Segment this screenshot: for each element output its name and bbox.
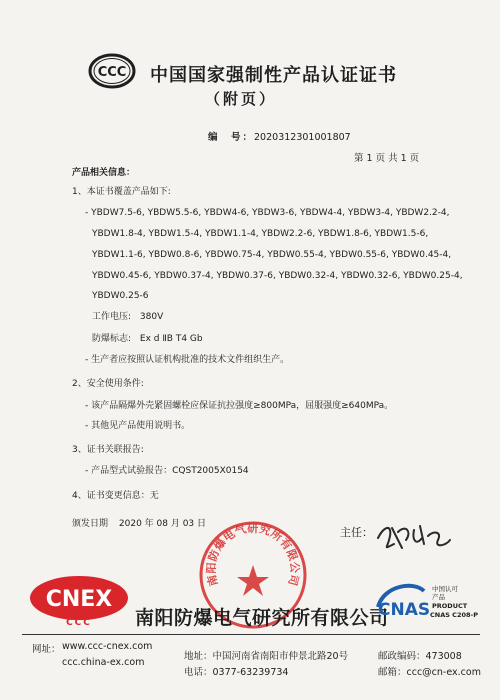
ex-marking-value: Ex d ⅡB T4 Gb (139, 334, 203, 344)
product-line-3: YBDW1.1-6, YBDW0.8-6, YBDW0.75-4, YBDW0.55-4, YBDW0.55-6, YBDW0.45-4, (92, 250, 452, 260)
cnas-logo-icon (374, 577, 484, 627)
website-link-2[interactable]: ccc.china-ex.com (62, 657, 145, 668)
cnex-logo-subtext: CCC (66, 618, 92, 626)
cnas-code: CNAS C208-P (430, 611, 478, 619)
item4-title: 4、证书变更信息：无 (72, 491, 159, 501)
product-line-2: YBDW1.8-4, YBDW1.5-4, YBDW1.1-4, YBDW2.2-6, YBDW1.8-6, YBDW1.5-6, (92, 229, 429, 239)
voltage-row (92, 311, 163, 323)
company-phone: 电话：0377-63239734 (184, 667, 289, 678)
company-name: 南阳防爆电气研究所有限公司 (135, 607, 389, 629)
voltage-value: 380V (139, 312, 164, 322)
ex-marking-row (92, 333, 203, 345)
product-line-1: - YBDW7.5-6, YBDW5.5-6, YBDW4-6, YBDW3-6, YBDW4-4, YBDW3-4, YBDW2.2-4, (85, 208, 450, 218)
company-email[interactable]: 邮箱：ccc@cn-ex.com (378, 667, 481, 678)
ccc-mark-icon (88, 53, 136, 89)
cnas-logo-text: CNAS (378, 600, 431, 620)
page-info: 第 1 页 共 1 页 (354, 153, 420, 164)
test-report: - 产品型式试验报告：CQST2005X0154 (85, 466, 249, 476)
company-postcode: 邮政编码：473008 (378, 651, 462, 662)
safety-condition-1: - 该产品隔爆外壳紧固螺栓应保证抗拉强度≥800MPa，屈服强度≥640MPa。 (85, 401, 394, 411)
certificate-number-label: 编 号： (208, 132, 255, 143)
cnex-logo-text: CNEX (45, 587, 113, 612)
section-title: 产品相关信息： (72, 168, 136, 178)
ccc-logo-text: CCC (97, 65, 127, 80)
item1-title: 1、本证书覆盖产品如下: (72, 187, 171, 197)
cnex-logo-icon (28, 574, 130, 626)
website-link-1[interactable]: www.ccc-cnex.com (62, 641, 153, 652)
item3-title: 3、证书关联报告: (72, 445, 144, 455)
issue-date-label: 颁发日期 (72, 519, 109, 529)
ex-marking-label: 防爆标志: (92, 334, 132, 344)
safety-condition-2: - 其他见产品使用说明书。 (85, 421, 191, 431)
seal-text: 南阳防爆电气研究所有限公司 (204, 521, 302, 588)
issue-date-row (72, 518, 206, 530)
cnas-product-label: PRODUCT (432, 602, 468, 610)
cnas-cn-label: 中国认可 (432, 585, 458, 593)
issue-date-value: 2020 年 08 月 03 日 (118, 519, 207, 529)
director-label: 主任： (340, 526, 373, 539)
item2-title: 2、安全使用条件: (72, 379, 144, 389)
cnas-cn-label-2: 产品 (432, 593, 445, 601)
website-label: 网址： (32, 644, 61, 655)
certificate-number (208, 129, 351, 143)
footer-divider (22, 634, 480, 635)
tech-doc-note: - 生产者应按照认证机构批准的技术文件组织生产。 (85, 355, 290, 365)
company-address: 地址：中国河南省南阳市仲景北路20号 (184, 651, 349, 662)
certificate-number-value: 2020312301001807 (254, 132, 351, 143)
product-line-5: YBDW0.25-6 (92, 291, 149, 301)
certificate-subtitle: （附页） (205, 90, 278, 108)
product-line-4: YBDW0.45-6, YBDW0.37-4, YBDW0.37-6, YBDW0.32-4, YBDW0.32-6, YBDW0.25-4, (92, 271, 463, 281)
voltage-label: 工作电压: (92, 312, 132, 322)
certificate-title: 中国国家强制性产品认证证书 (150, 65, 397, 86)
director-signature (372, 518, 452, 554)
